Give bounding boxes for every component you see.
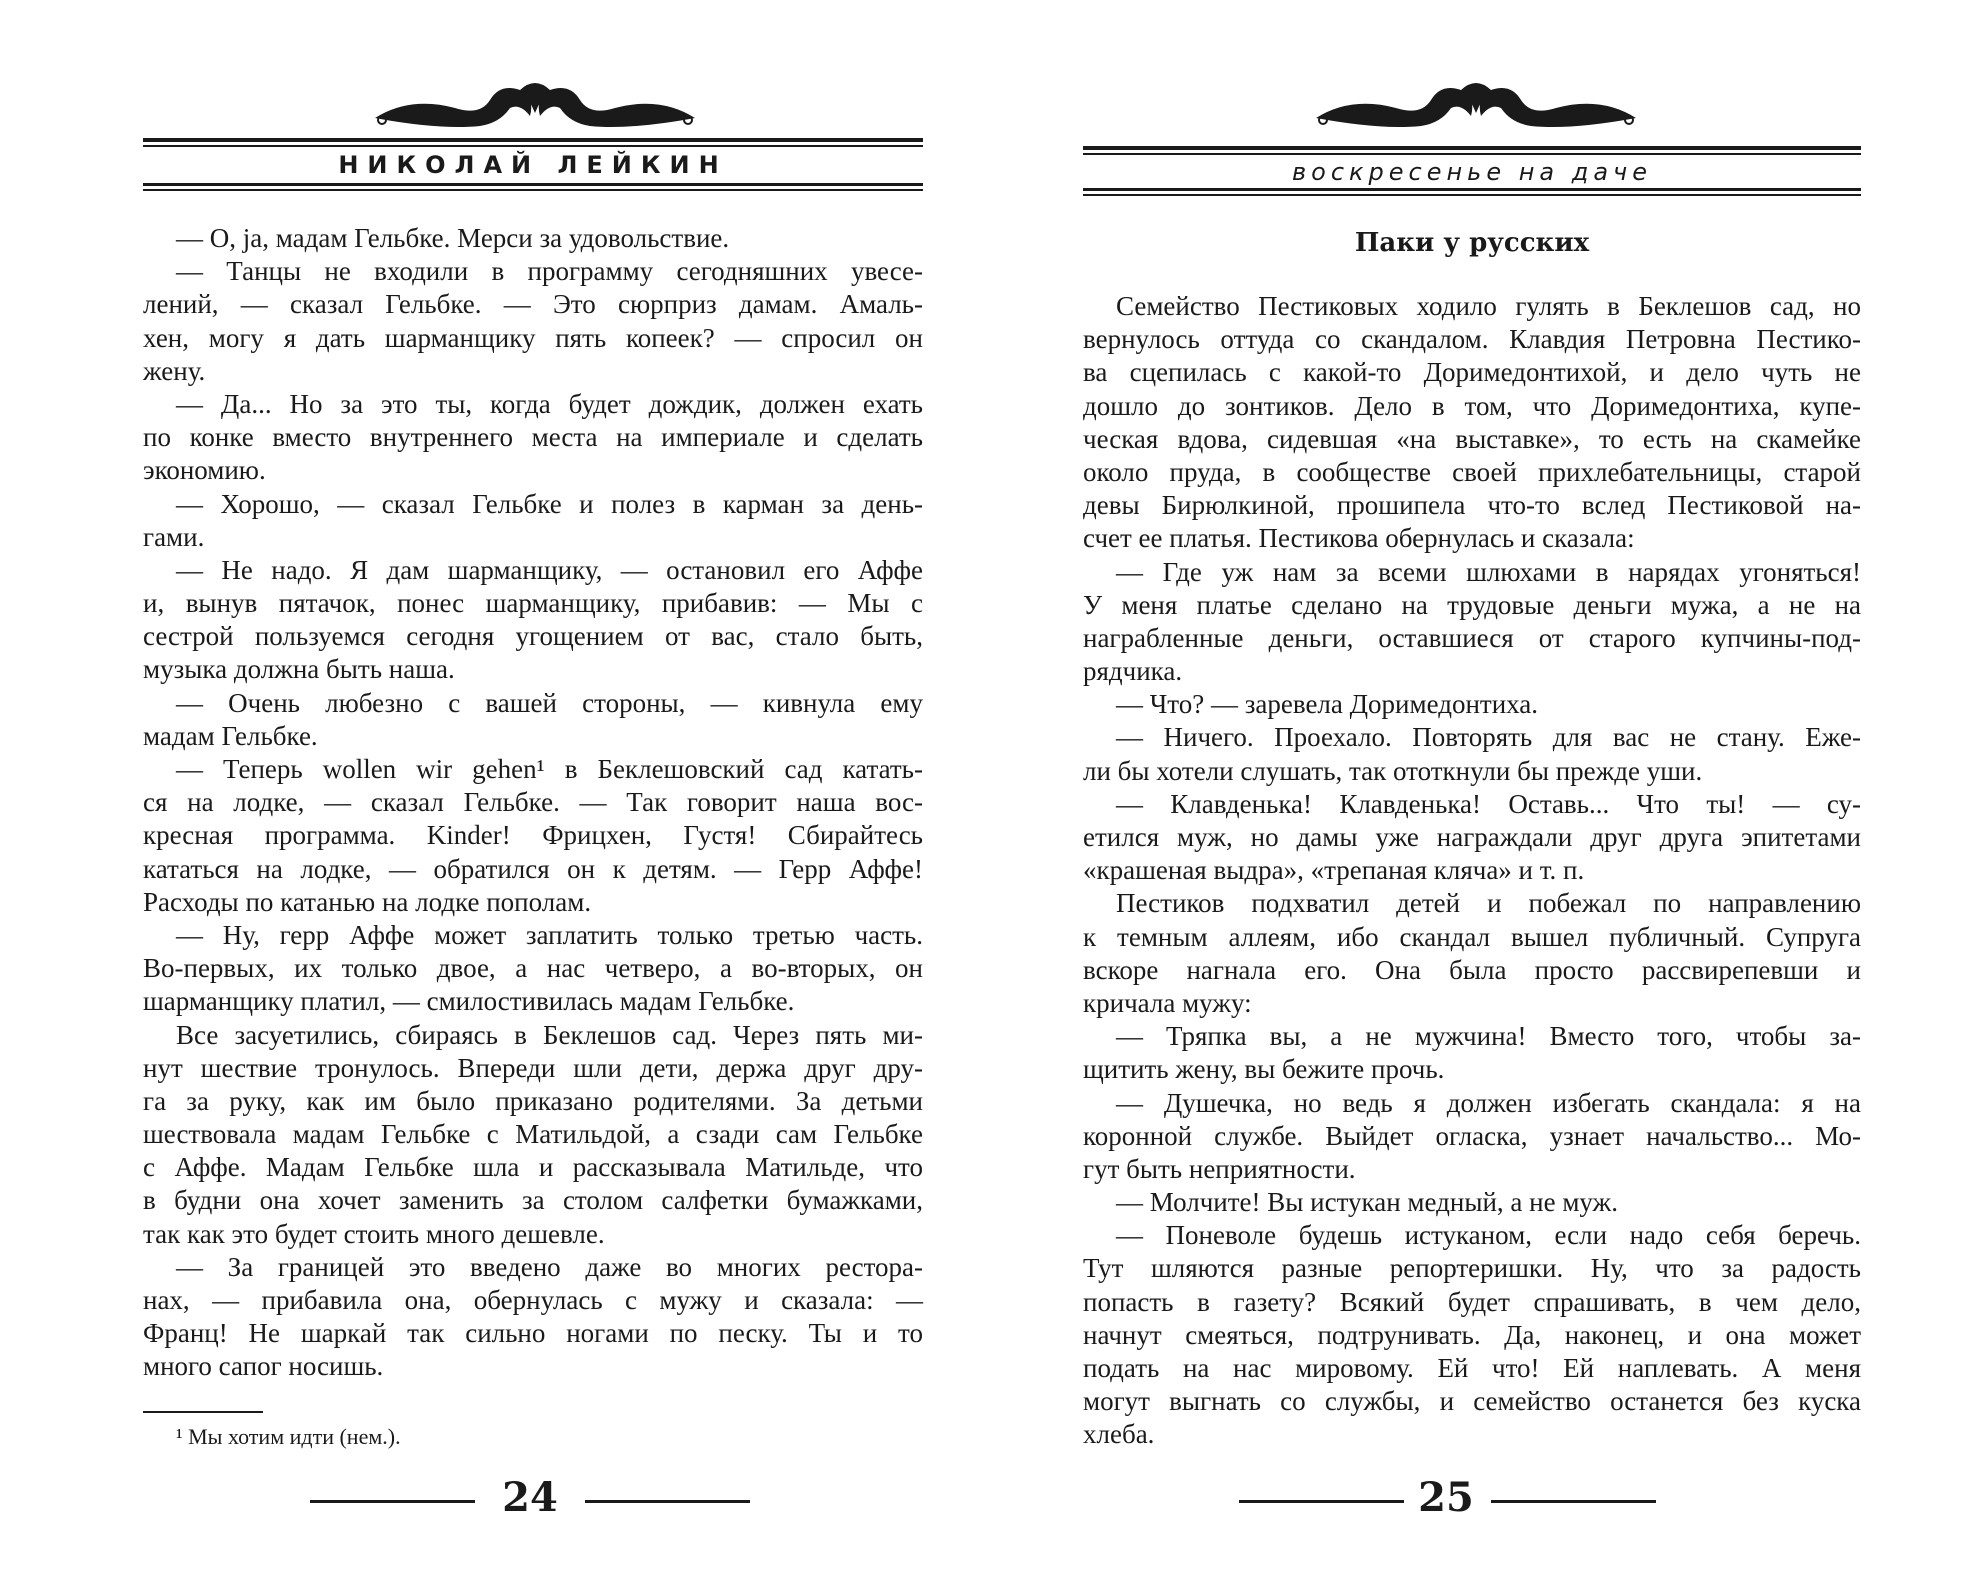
text-line: экономию. — [143, 455, 266, 486]
text-line: Все засуетились, сбираясь в Беклешов сад. Через пять ми- — [176, 1019, 923, 1050]
text-line: ли бы хотели слушать, так ототкнули бы прежде уши. — [1083, 755, 1703, 786]
text-line: музыка должна быть наша. — [143, 654, 455, 685]
body-text — [1083, 290, 1861, 1452]
text-line: по конке вместо внутреннего места на империале и сделать — [143, 422, 923, 453]
folio-rule — [310, 1500, 475, 1503]
folio-rule — [1491, 1500, 1656, 1503]
text-line: — Тряпка вы, а не мужчина! Вместо того, чтобы за- — [1116, 1021, 1861, 1052]
text-line: — Танцы не входили в программу сегодняшних увесе- — [176, 256, 923, 287]
text-line: хлеба. — [1083, 1419, 1155, 1450]
header-rule — [143, 183, 923, 186]
text-line: кричала мужу: — [1083, 987, 1252, 1018]
footnote: ¹ Мы хотим идти (нем.). — [176, 1424, 401, 1449]
folio-rule — [585, 1500, 750, 1503]
running-head: воскресенье на даче — [1292, 158, 1652, 186]
folio-rule — [1239, 1500, 1404, 1503]
text-line: коронной службе. Выйдет огласка, узнает начальство... Мо- — [1083, 1120, 1861, 1151]
text-line: много сапог носишь. — [143, 1351, 384, 1382]
text-line: нах, — прибавила она, обернулась с мужу и сказала: — — [143, 1285, 923, 1315]
text-line: рядчика. — [1083, 656, 1183, 687]
text-line: так как это будет стоить много дешевле. — [143, 1218, 605, 1249]
text-line: сестрой пользуемся сегодня угощением от вас, стало быть, — [143, 621, 923, 652]
text-line: — Поневоле будешь истуканом, если надо себя беречь. — [1116, 1220, 1861, 1251]
text-line: хен, могу я дать шарманщику пять копеек? — спросил он — [143, 322, 923, 353]
text-line: начнут смеяться, подтрунивать. Да, наконец, и она может — [1083, 1319, 1861, 1350]
header-ornament-icon — [1311, 78, 1641, 138]
text-line: нут шествие тронулось. Впереди шли дети, держа друг дру- — [143, 1052, 923, 1083]
body-text — [143, 222, 923, 1384]
text-line: девы Бирюлкиной, прошипела что-то вслед Пестиковой на- — [1083, 490, 1861, 521]
text-line: — Клавденька! Клавденька! Оставь... Что ты! — су- — [1116, 788, 1861, 819]
text-line: — Ну, герр Аффе может заплатить только третью часть. — [176, 919, 923, 950]
text-line: в будни она хочет заменить за столом салфетки бумажками, — [143, 1185, 923, 1216]
page-number: 24 — [502, 1474, 558, 1521]
text-line: мадам Гельбке. — [143, 720, 318, 751]
text-line: ческая вдова, сидевшая «на выставке», то есть на скамейке — [1083, 423, 1861, 454]
text-line: гут быть неприятности. — [1083, 1153, 1356, 1184]
text-line: — Ничего. Проехало. Повторять для вас не стану. Еже- — [1116, 722, 1861, 753]
header-rule — [1083, 194, 1861, 196]
header-rule — [1083, 153, 1861, 155]
text-line: — Очень любезно с вашей стороны, — кивнула ему — [176, 687, 923, 718]
text-line: ва сцепилась с какой-то Доримедонтихой, и дело чуть не — [1083, 357, 1861, 388]
text-line: с Аффе. Мадам Гельбке шла и рассказывала Матильде, что — [143, 1152, 923, 1183]
text-line: — Молчите! Вы истукан медный, а не муж. — [1116, 1187, 1618, 1218]
text-line: — Не надо. Я дам шарманщику, — остановил его Аффе — [176, 554, 923, 585]
text-line: «крашеная выдра», «трепаная кляча» и т. п. — [1083, 855, 1585, 886]
text-line: вернулось оттуда со скандалом. Клавдия Петровна Пестико- — [1083, 324, 1861, 355]
text-line: Тут шляются разные репортеришки. Ну, что за радость — [1083, 1253, 1861, 1284]
chapter-title: Паки у русских — [1354, 228, 1590, 258]
text-line: и, вынув пятачок, понес шарманщику, прибавив: — Мы с — [143, 588, 923, 619]
header-ornament-icon — [370, 78, 700, 138]
text-line: — Теперь wollen wir gehen¹ в Беклешовский сад катать- — [176, 754, 923, 784]
footnote-rule — [143, 1411, 263, 1413]
text-line: шарманщику платил, — смилостивилась мадам Гельбке. — [143, 986, 795, 1017]
running-head: НИКОЛАЙ ЛЕЙКИН — [338, 151, 728, 179]
header-rule — [1083, 146, 1861, 150]
text-line: кататься на лодке, — обратился он к детям. — Герр Аффе! — [143, 853, 923, 884]
text-line: Пестиков подхватил детей и побежал по направлению — [1116, 888, 1861, 919]
text-line: ся на лодке, — сказал Гельбке. — Так говорит наша вос- — [143, 787, 923, 818]
text-line: Расходы по катанью на лодке пополам. — [143, 886, 592, 917]
text-line: дошло до зонтиков. Дело в том, что Доримедонтиха, купе- — [1083, 390, 1861, 421]
header-rule — [143, 189, 923, 191]
text-line: — Что? — заревела Доримедонтиха. — [1116, 689, 1539, 720]
page-number: 25 — [1418, 1474, 1474, 1521]
text-line: щитить жену, вы бежите прочь. — [1083, 1054, 1445, 1085]
text-line: вскоре нагнала его. Она была просто рассвирепевши и — [1083, 954, 1861, 985]
text-line: Франц! Не шаркай так сильно ногами по песку. Ты и то — [143, 1318, 923, 1349]
text-line: лений, — сказал Гельбке. — Это сюрприз дамам. Амаль- — [143, 289, 923, 320]
text-line: Во-первых, их только двое, а нас четверо, а во-вторых, он — [143, 953, 923, 984]
text-line: счет ее платья. Пестикова обернулась и сказала: — [1083, 523, 1635, 554]
text-line: попасть в газету? Всякий будет спрашивать, в чем дело, — [1083, 1286, 1861, 1317]
text-line: га за руку, как им было приказано родителями. За детьми — [143, 1085, 923, 1116]
text-line: шествовала мадам Гельбке с Матильдой, а сзади сам Гельбке — [143, 1119, 923, 1150]
text-line: около пруда, в сообществе своей прихлебательницы, старой — [1083, 456, 1861, 487]
text-line: — Да... Но за это ты, когда будет дождик, должен ехать — [176, 388, 923, 419]
text-line: — О, ja, мадам Гельбке. Мерси за удовольствие. — [176, 223, 730, 253]
header-rule — [143, 145, 923, 147]
text-line: У меня платье сделано на трудовые деньги мужа, а не на — [1083, 589, 1861, 620]
text-line: жену. — [143, 355, 206, 386]
text-line: кресная программа. Kinder! Фрицхен, Густя! Сбирайтесь — [143, 820, 923, 851]
text-line: — Хорошо, — сказал Гельбке и полез в карман за день- — [176, 488, 923, 519]
header-rule — [143, 138, 923, 142]
text-line: гами. — [143, 521, 205, 552]
text-line: — Душечка, но ведь я должен избегать скандала: я на — [1116, 1087, 1861, 1118]
header-rule — [1083, 188, 1861, 191]
text-line: етился муж, но дамы уже награждали друг друга эпитетами — [1083, 822, 1861, 852]
text-line: — Где уж нам за всеми шлюхами в нарядах угоняться! — [1116, 556, 1861, 587]
text-line: награбленные деньги, оставшиеся от старого купчины-под- — [1083, 622, 1861, 653]
text-line: могут выгнать со службы, и семейство останется без куска — [1083, 1386, 1861, 1417]
text-line: к темным аллеям, ибо скандал вышел публичный. Супруга — [1083, 921, 1861, 952]
text-line: — За границей это введено даже во многих рестора- — [176, 1251, 923, 1282]
text-line: Семейство Пестиковых ходило гулять в Беклешов сад, но — [1116, 291, 1861, 321]
text-line: подать на нас мировому. Ей что! Ей наплевать. А меня — [1083, 1353, 1861, 1383]
right-page — [981, 0, 1962, 1582]
